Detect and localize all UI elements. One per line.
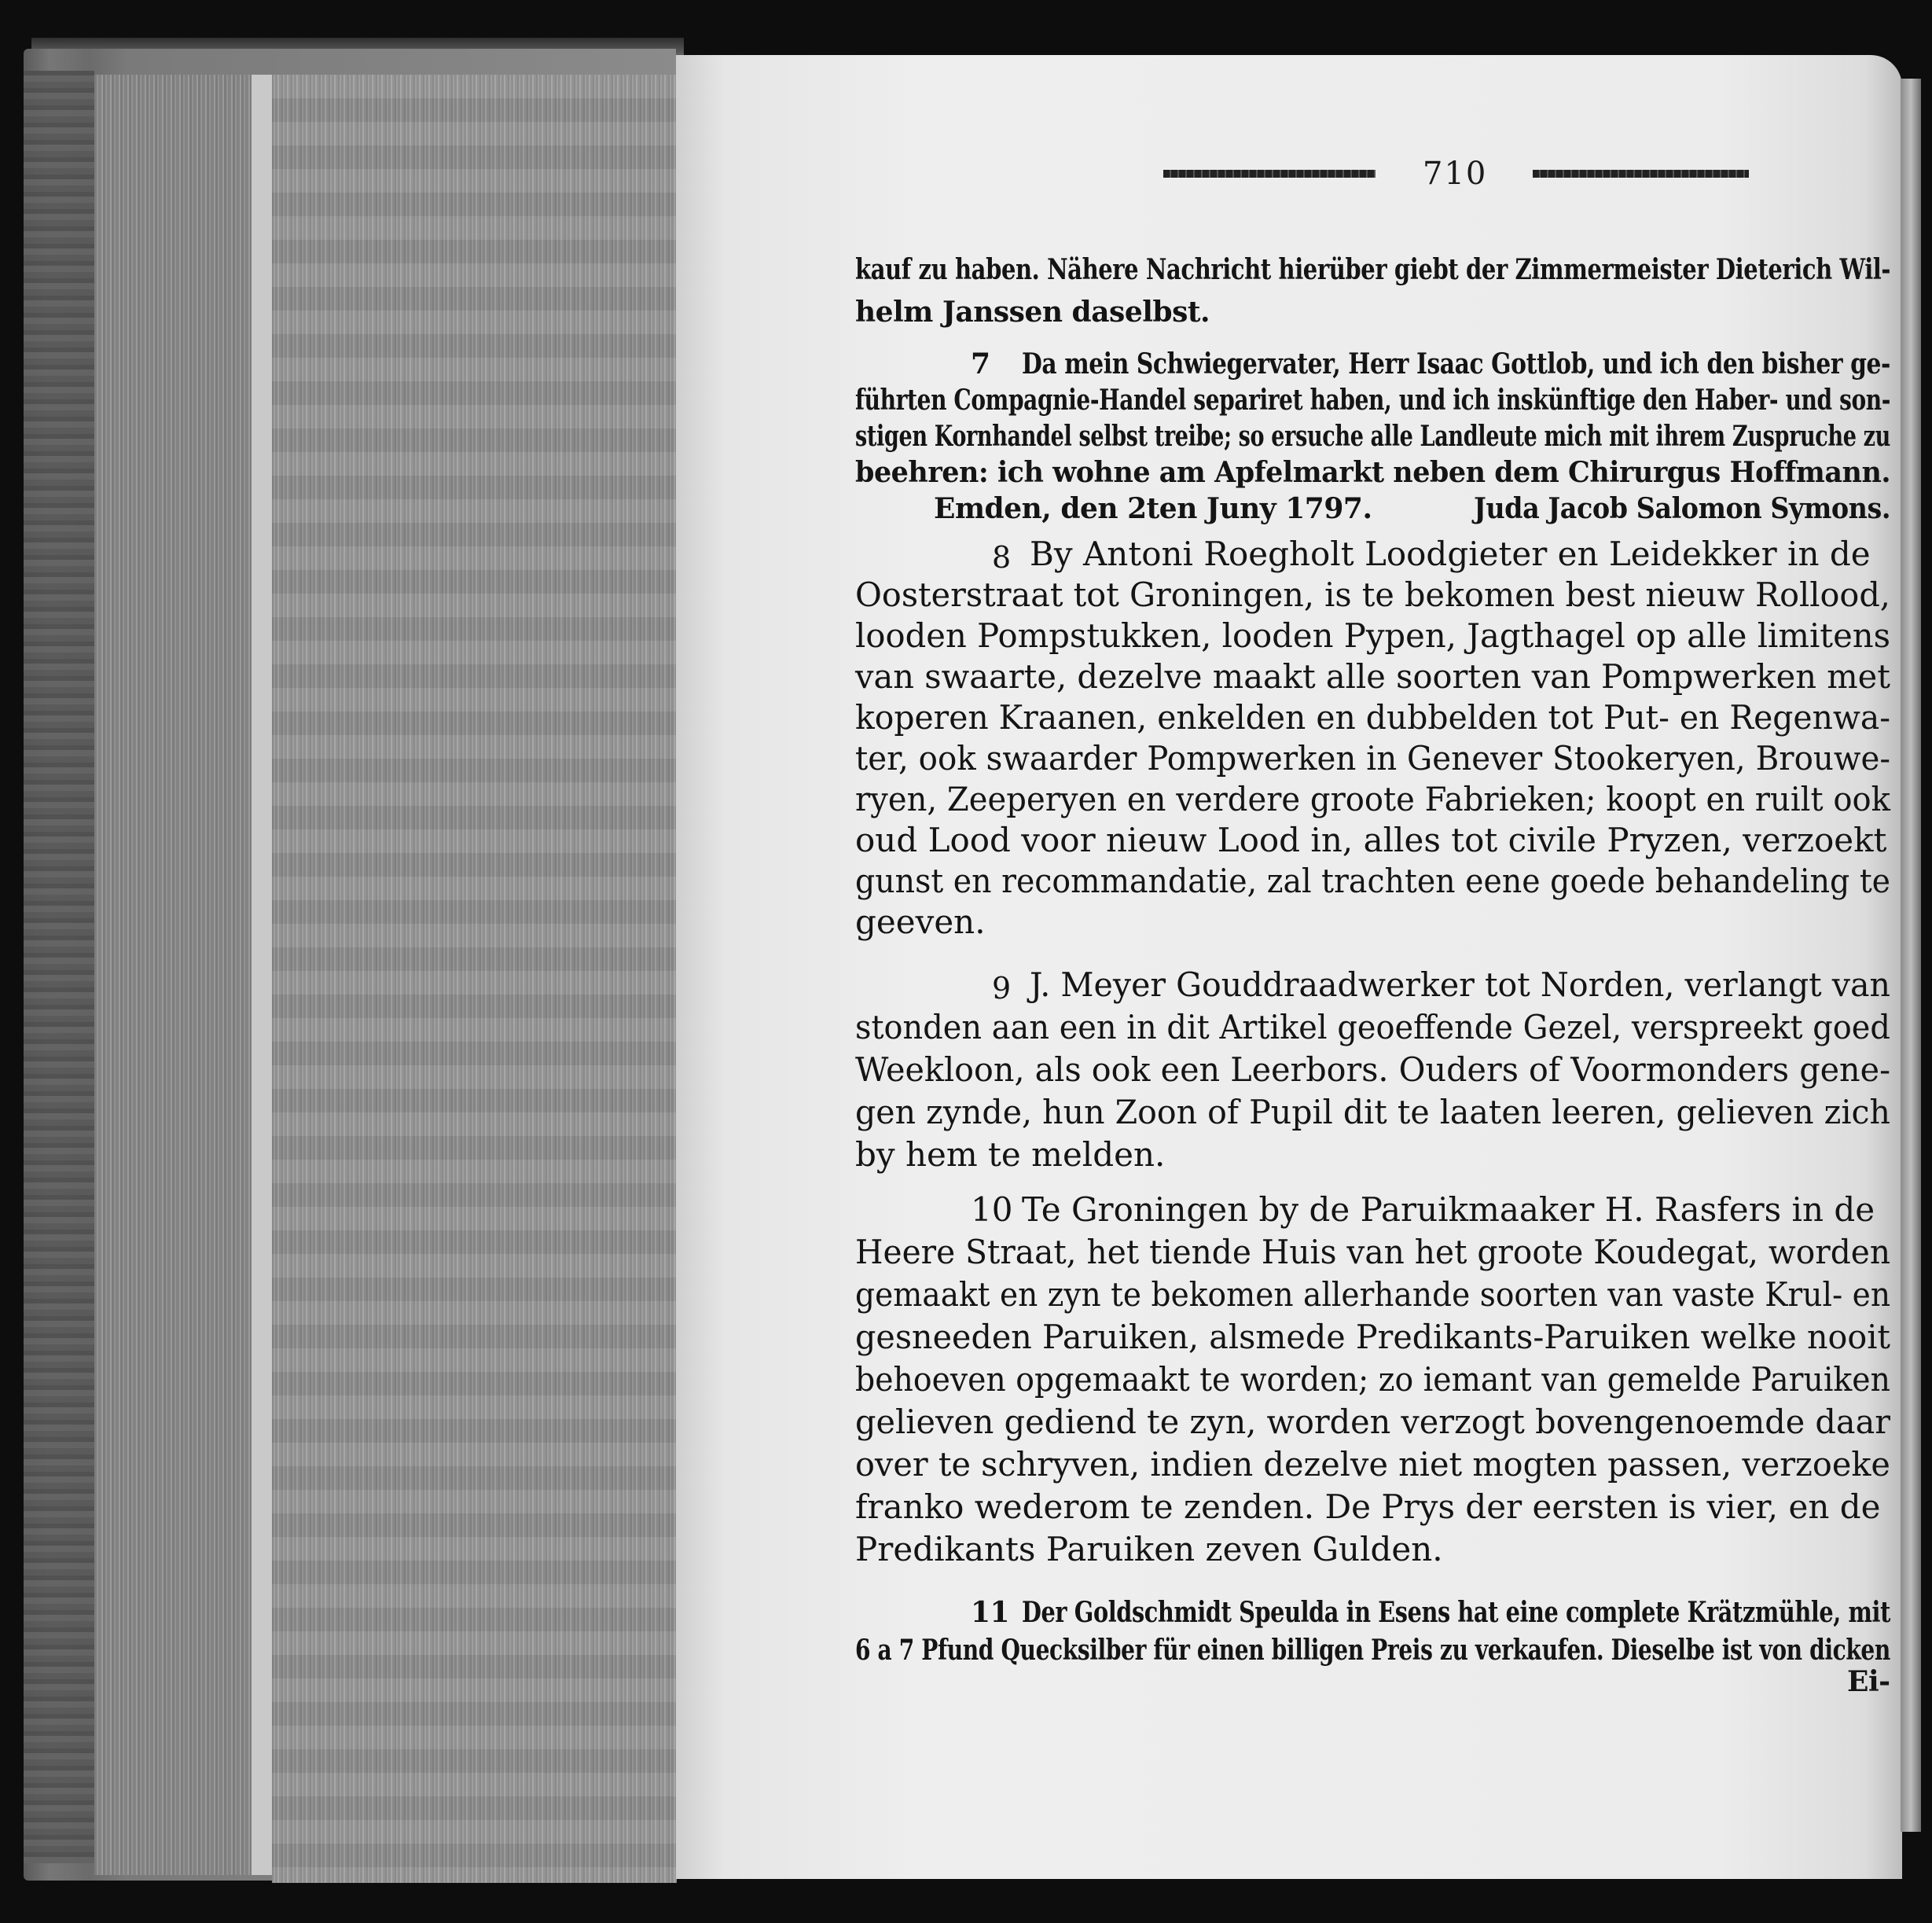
page-right-edge [1901, 79, 1921, 1832]
notice-8-line-2: Oosterstraat tot Groningen, is te bekomen best nieuw Rollood, [855, 575, 1890, 614]
notice-9-line-2: stonden aan een in dit Artikel geoeffende Gezel, verspreekt goed [855, 1008, 1890, 1046]
notice-7-place-date: Emden, den 2ten Juny 1797. [934, 492, 1372, 525]
continuation-line-2: helm Janssen daselbst. [855, 296, 1210, 329]
notice-10-line-2: Heere Straat, het tiende Huis van het groote Koudegat, worden [855, 1233, 1891, 1271]
notice-8-line-10: geeven. [855, 903, 986, 941]
notice-7-signature: Juda Jacob Salomon Symons. [1474, 492, 1891, 525]
header-rule-right [1533, 170, 1749, 178]
notice-9-line-3: Weekloon, als ook een Leerbors. Ouders of Voormonders gene- [855, 1050, 1891, 1089]
notice-10-line-6: gelieven gediend te zyn, worden verzogt bovengenoemde daar [855, 1403, 1891, 1441]
notice-10-line-5: behoeven opgemaakt te worden; zo iemant van gemelde Paruiken [855, 1360, 1890, 1399]
notice-8-number: 8 [992, 540, 1012, 575]
notice-10-line-8: franko wederom te zenden. De Prys der eersten is vier, en de [855, 1487, 1881, 1526]
continuation-line-1: kauf zu haben. Nähere Nachricht hierüber giebt der Zimmermeister Dieterich Wil- [855, 253, 1891, 286]
notice-10-line-3: gemaakt en zyn te bekomen allerhande soorten van vaste Krul- en [855, 1275, 1891, 1314]
notice-11-catchword: Ei- [1847, 1665, 1890, 1698]
notice-10-line-7: over te schryven, indien dezelve niet mogten passen, verzoeke [855, 1445, 1890, 1484]
notice-8-line-5: koperen Kraanen, enkelden en dubbelden tot Put- en Regenwa- [855, 698, 1891, 737]
page-block-edges-right [272, 75, 677, 1883]
notice-8-line-1: By Antoni Roegholt Loodgieter en Leidekker in de [1030, 535, 1871, 573]
notice-10-line-4: gesneeden Paruiken, alsmede Predikants-Paruiken welke nooit [855, 1318, 1891, 1356]
notice-8-line-8: oud Lood voor nieuw Lood in, alles tot civile Pryzen, verzoekt [855, 821, 1887, 859]
notice-11-number: 11 [971, 1596, 1010, 1629]
notice-9-line-1: J. Meyer Gouddraadwerker tot Norden, verlangt van [1030, 965, 1890, 1004]
notice-11-line-2: 6 a 7 Pfund Quecksilber für einen billigen Preis zu verkaufen. Dieselbe ist von dicken [855, 1634, 1890, 1667]
page-block-edges-left [94, 75, 252, 1875]
notice-9-line-4: gen zynde, hun Zoon of Pupil dit te laaten leeren, gelieven zich [855, 1093, 1890, 1131]
notice-10-line-1: Te Groningen by de Paruikmaaker H. Rasfers in de [1022, 1190, 1875, 1229]
header-rule-left [1163, 170, 1376, 178]
notice-7-line-2: führten Compagnie-Handel separiret haben, und ich inskünftige den Haber- und son- [855, 384, 1891, 417]
notice-8-line-9: gunst en recommandatie, zal trachten eene goede behandeling te [855, 862, 1891, 900]
page-block-separator [252, 75, 272, 1875]
page-number: 710 [1423, 156, 1488, 192]
notice-8-line-3: looden Pompstukken, looden Pypen, Jagthagel op alle limitens [855, 616, 1891, 655]
book-spine-edge [24, 71, 94, 1863]
notice-7-line-1: Da mein Schwiegervater, Herr Isaac Gottlob, und ich den bisher ge- [1022, 347, 1890, 381]
notice-8-line-4: van swaarte, dezelve maakt alle soorten van Pompwerken met [855, 657, 1890, 696]
notice-11-line-1: Der Goldschmidt Speulda in Esens hat eine complete Krätzmühle, mit [1022, 1596, 1890, 1629]
notice-9-number: 9 [992, 971, 1012, 1006]
notice-7-line-3: stigen Kornhandel selbst treibe; so ersuche alle Landleute mich mit ihrem Zuspruche zu [855, 420, 1890, 453]
notice-9-line-5: by hem te melden. [855, 1135, 1166, 1174]
notice-10-number: 10 [971, 1190, 1013, 1229]
notice-8-line-6: ter, ook swaarder Pompwerken in Genever Stookeryen, Brouwe- [855, 739, 1891, 778]
notice-8-line-7: ryen, Zeeperyen en verdere groote Fabrieken; koopt en ruilt ook [855, 780, 1890, 818]
notice-10-line-9: Predikants Paruiken zeven Gulden. [855, 1530, 1443, 1568]
notice-7-line-4: beehren: ich wohne am Apfelmarkt neben dem Chirurgus Hoffmann. [855, 456, 1891, 489]
notice-7-number: 7 [971, 347, 990, 381]
